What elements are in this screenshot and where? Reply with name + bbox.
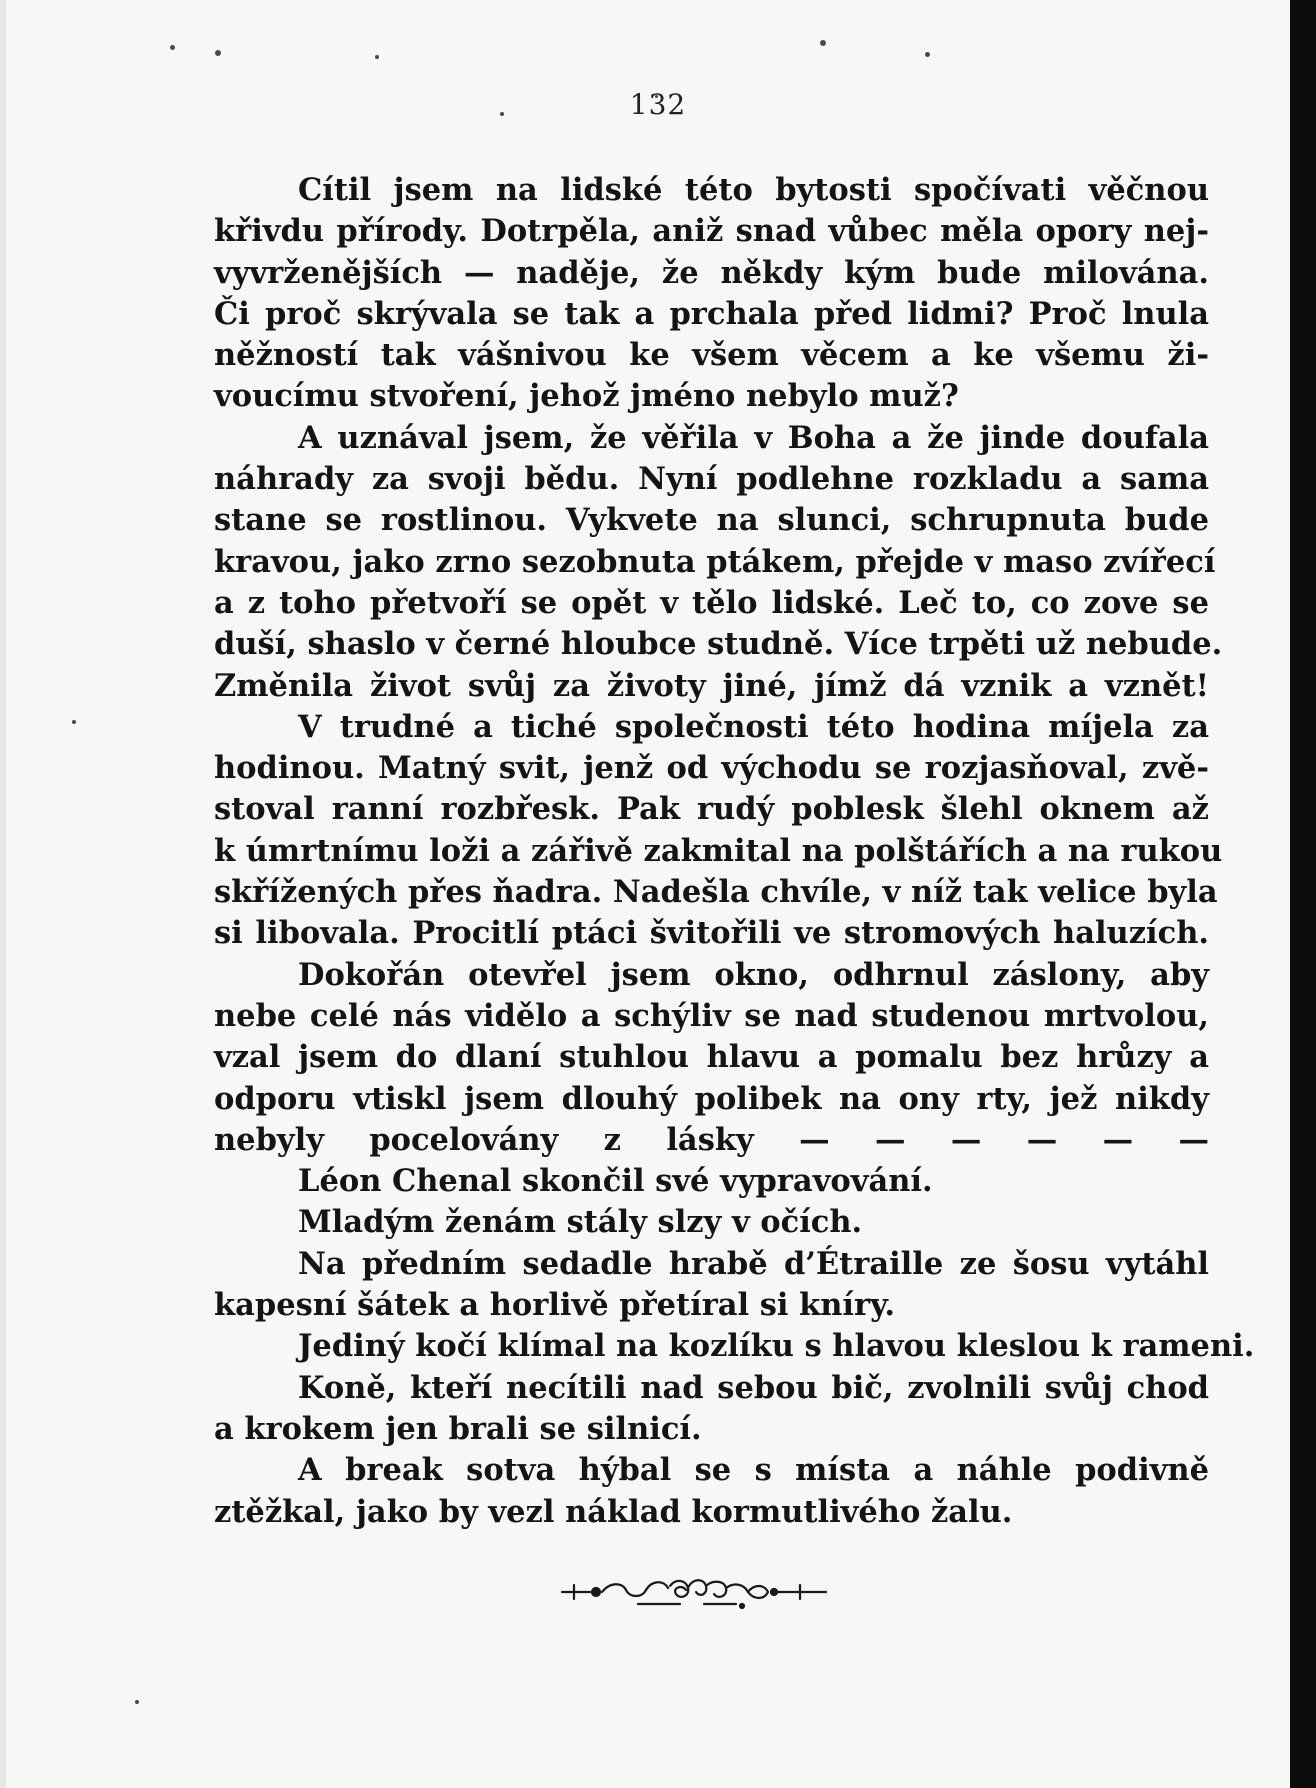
text-line: A uznával jsem, že věřila v Boha a že jinde doufala [298, 419, 1209, 456]
text-line: k úmrtnímu loži a zářivě zakmital na polštářích a na rukou [214, 832, 1223, 869]
text-line: Cítil jsem na lidské této bytosti spočívati věčnou [298, 172, 1209, 208]
text-line: voucímu stvoření, jehož jméno nebylo muž? [214, 378, 959, 415]
decorative-flourish-icon [560, 1572, 830, 1612]
page-number: 132 [629, 88, 687, 121]
text-line: nebyly pocelovány z lásky — — — — — — [214, 1121, 1209, 1158]
text-line: nebe celé nás vidělo a schýliv se nad studenou mrtvolou, [214, 997, 1209, 1034]
text-line: stoval ranní rozbřesk. Pak rudý poblesk šlehl oknem až [214, 791, 1209, 828]
text-line: Mladým ženám stály slzy v očích. [298, 1204, 863, 1241]
text-line: a krokem jen brali se silnicí. [214, 1410, 702, 1447]
scan-speck [215, 50, 221, 56]
text-line: vyvrženějších — naděje, že někdy kým bude milována. [214, 254, 1209, 291]
body-text [214, 170, 1255, 1533]
text-line: a z toho přetvoří se opět v tělo lidské. Leč to, co zove se [214, 584, 1209, 621]
text-line: V trudné a tiché společnosti této hodina míjela za [298, 708, 1209, 745]
text-line: vzal jsem do dlaní stuhlou hlavu a pomalu bez hrůzy a [214, 1039, 1209, 1076]
text-line: Či proč skrývala se tak a prchala před lidmi? Proč lnula [214, 295, 1209, 332]
text-line: odporu vtiskl jsem dlouhý polibek na ony rty, jež nikdy [214, 1080, 1209, 1117]
text-line: Na předním sedadle hrabě d’Étraille ze šosu vytáhl [298, 1245, 1209, 1282]
scan-speck [820, 40, 826, 46]
text-line: kapesní šátek a horlivě přetíral si kníry. [214, 1287, 895, 1324]
text-line: Léon Chenal skončil své vypravování. [298, 1163, 933, 1200]
text-line: něžností tak vášnivou ke všem věcem a ke všemu ži- [214, 337, 1209, 374]
scan-speck [170, 45, 175, 50]
text-line: skřížených přes ňadra. Nadešla chvíle, v níž tak velice byla [214, 874, 1218, 911]
text-line: stane se rostlinou. Vykvete na slunci, schrupnuta bude [214, 502, 1209, 539]
text-line: křivdu přírody. Dotrpěla, aniž snad vůbec měla opory nej- [214, 213, 1209, 250]
text-line: A break sotva hýbal se s místa a náhle podivně [298, 1452, 1209, 1489]
text-line: kravou, jako zrno sezobnuta ptákem, přejde v maso zvířecí [214, 543, 1216, 580]
text-line: hodinou. Matný svit, jenž od východu se rozjasňoval, zvě- [214, 750, 1209, 787]
text-line: Koně, kteří necítili nad sebou bič, zvolnili svůj chod [298, 1369, 1209, 1406]
scan-speck [72, 720, 76, 724]
text-line: si libovala. Procitlí ptáci švitořili ve stromových haluzích. [214, 915, 1209, 952]
scan-dark-edge [1290, 0, 1316, 1788]
text-line: náhrady za svoji bědu. Nyní podlehne rozkladu a sama [214, 461, 1209, 498]
scan-speck [135, 1700, 139, 1704]
text-line: Dokořán otevřel jsem okno, odhrnul záslony, aby [298, 956, 1209, 993]
text-line: duší, shaslo v černé hloubce studně. Více trpěti už nebude. [214, 626, 1223, 663]
scan-speck [375, 55, 379, 59]
text-line: Jediný kočí klímal na kozlíku s hlavou kleslou k rameni. [298, 1328, 1255, 1365]
scan-edge-left [0, 0, 6, 1788]
text-line: Změnila život svůj za životy jiné, jímž dá vznik a vznět! [214, 667, 1209, 704]
text-line: ztěžkal, jako by vezl náklad kormutlivého žalu. [214, 1493, 1013, 1530]
scan-speck [925, 52, 930, 57]
